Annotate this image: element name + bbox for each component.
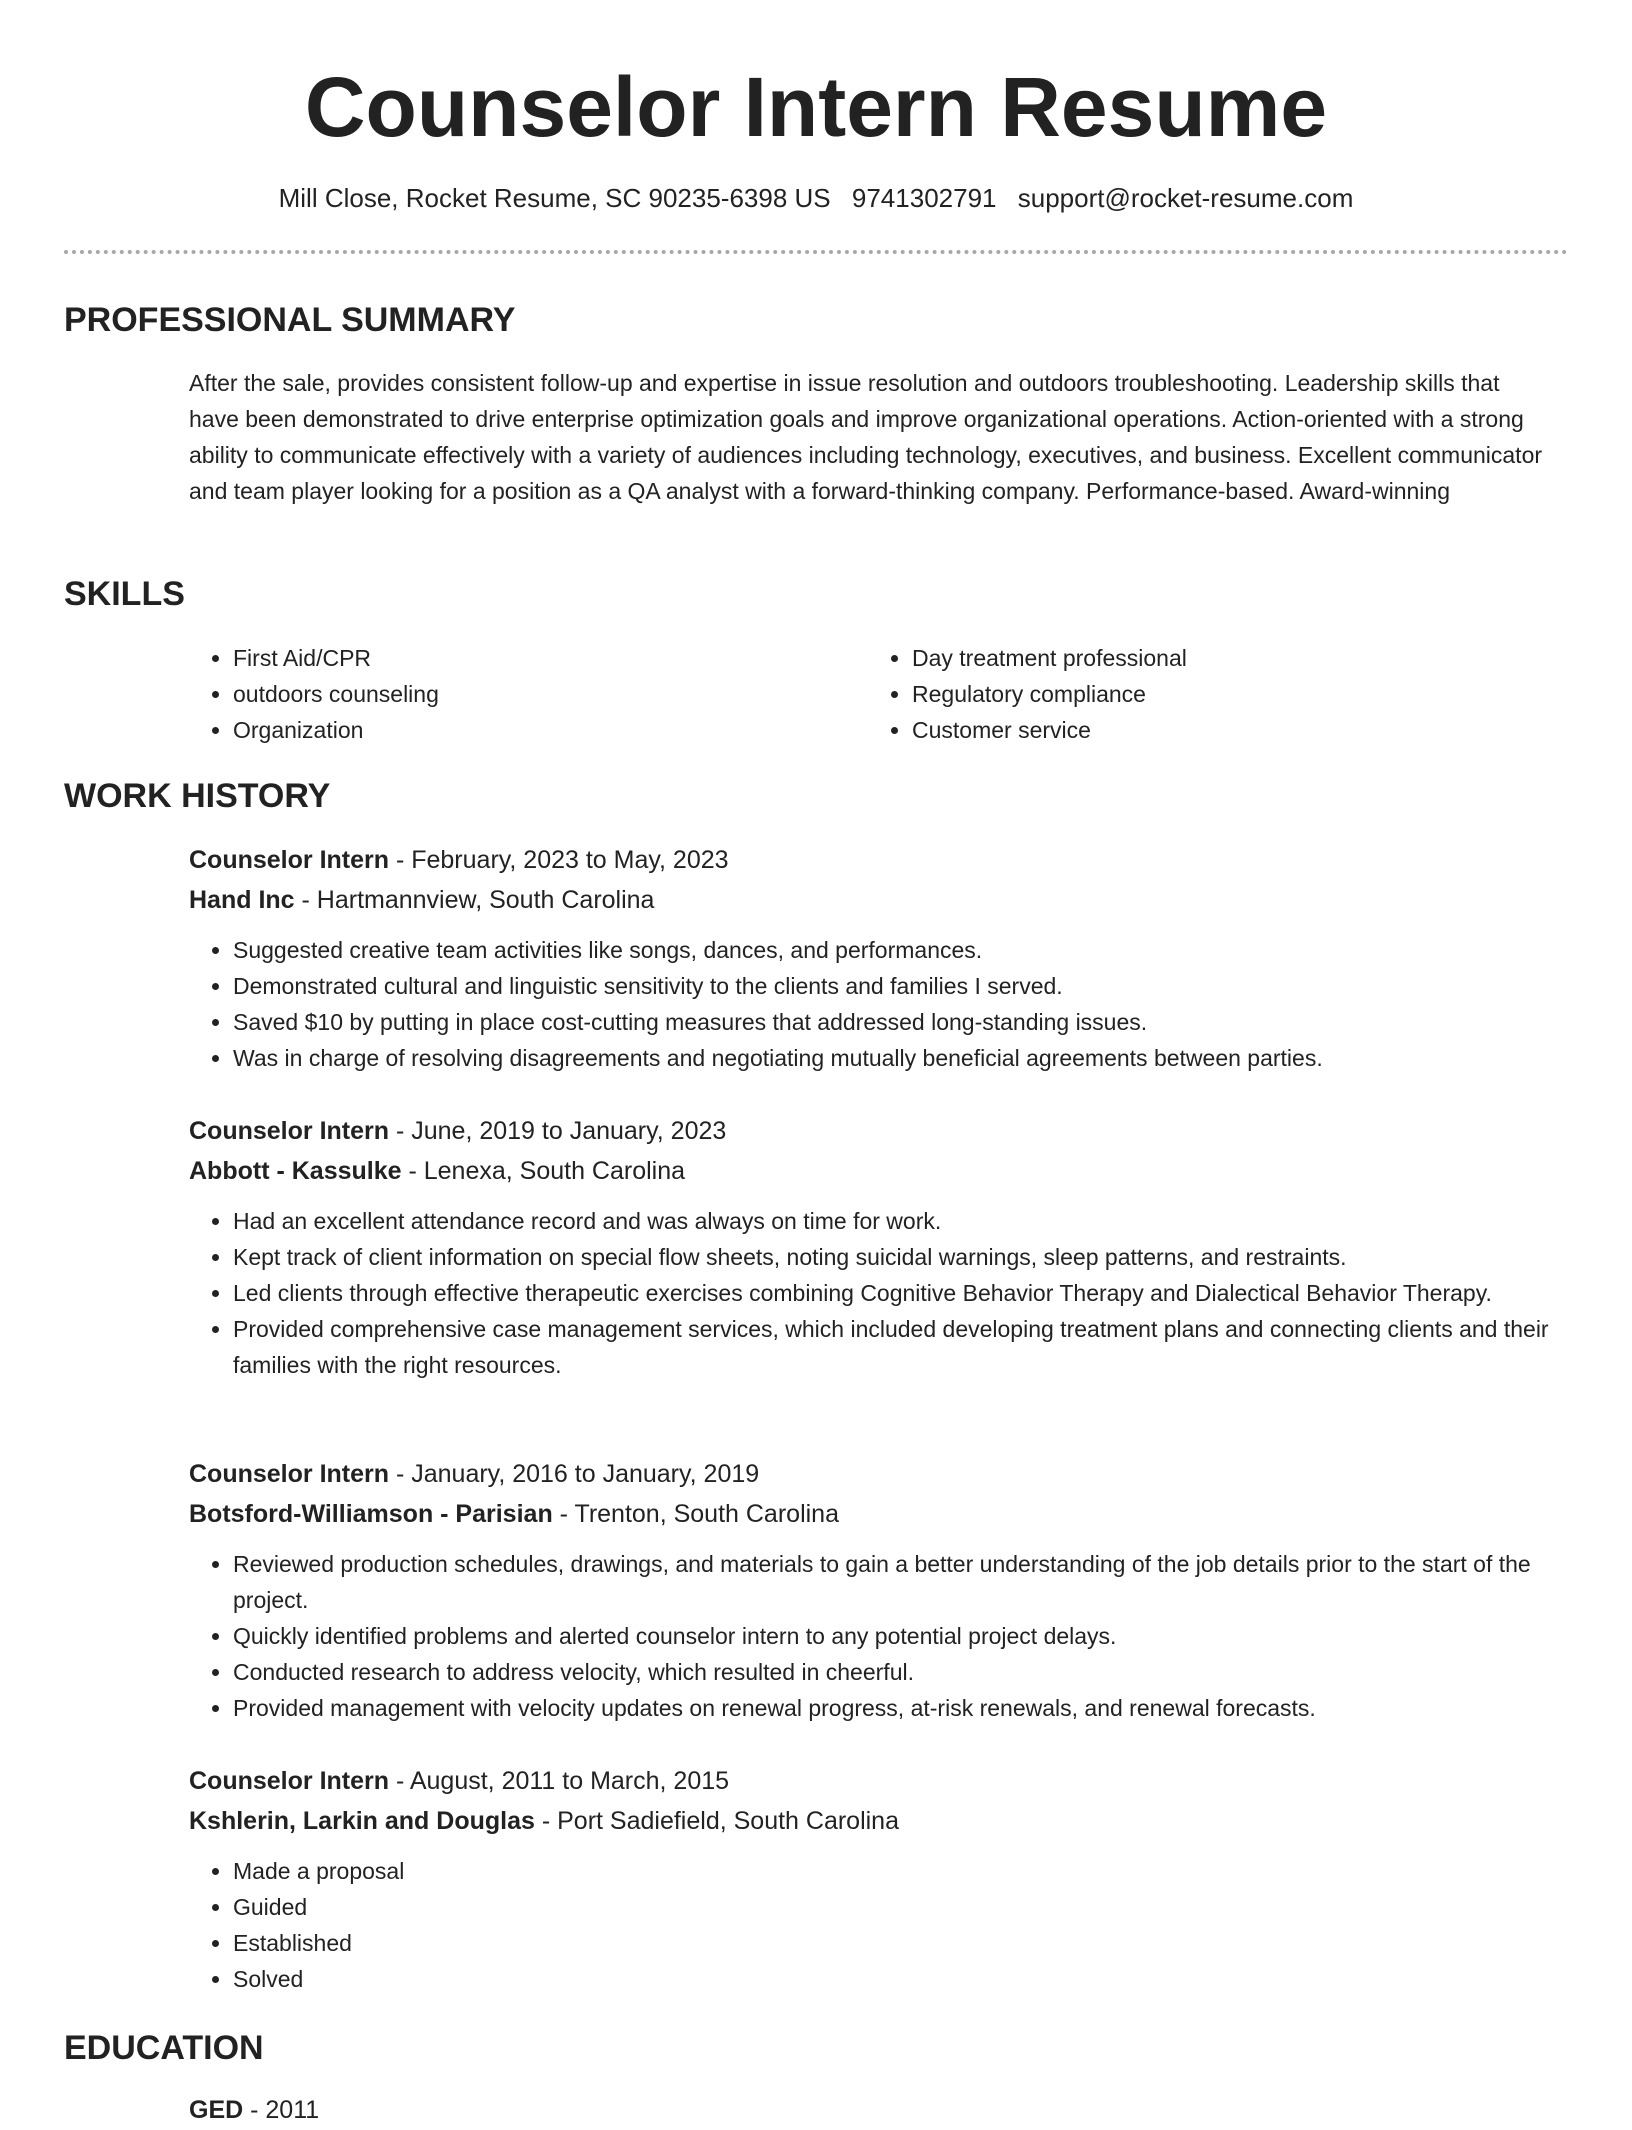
skill-item: • outdoors counseling (233, 676, 853, 712)
job-location: - Hartmannview, South Carolina (294, 886, 655, 914)
job-bullets (189, 1853, 1569, 1997)
job-title-line (189, 1454, 1569, 1494)
job-entry (189, 1761, 1569, 1997)
job-company-line (189, 1151, 1569, 1191)
job-company-line (189, 880, 1569, 920)
job-bullet: • Kept track of client information on special flow sheets, noting suicidal warnings, sleep patterns, and restraints. (233, 1239, 1569, 1275)
job-company: Hand Inc (189, 886, 295, 914)
job-bullet: • Saved $10 by putting in place cost-cutting measures that addressed long-standing issues. (233, 1004, 1569, 1040)
section-title-work-history: WORK HISTORY (64, 777, 331, 815)
job-dates: - February, 2023 to May, 2023 (389, 846, 729, 874)
job-bullet: • Demonstrated cultural and linguistic sensitivity to the clients and families I served. (233, 968, 1569, 1004)
job-title: Counselor Intern (189, 1460, 390, 1488)
job-entry (189, 840, 1569, 1076)
job-title: Counselor Intern (189, 1117, 390, 1145)
job-bullet: • Reviewed production schedules, drawings, and materials to gain a better understanding of the job details prior to the start of the project. (233, 1546, 1569, 1618)
job-location: - Trenton, South Carolina (552, 1500, 839, 1528)
skills-list-right (868, 640, 1532, 748)
contact-address: Mill Close, Rocket Resume, SC 90235-6398 US (278, 183, 831, 213)
education-entry (189, 2090, 319, 2130)
job-entry (189, 1454, 1569, 1726)
skill-item: • Regulatory compliance (912, 676, 1532, 712)
contact-phone: 9741302791 (851, 183, 997, 213)
job-company: Kshlerin, Larkin and Douglas (189, 1807, 535, 1835)
job-company: Abbott - Kassulke (189, 1157, 402, 1185)
job-title-line (189, 840, 1569, 880)
job-bullet: • Conducted research to address velocity, which resulted in cheerful. (233, 1654, 1569, 1690)
job-title: Counselor Intern (189, 1767, 390, 1795)
job-company: Botsford-Williamson - Parisian (189, 1500, 553, 1528)
skills-list-left (189, 640, 853, 748)
job-company-line (189, 1801, 1569, 1841)
job-location: - Lenexa, South Carolina (401, 1157, 686, 1185)
job-bullet: • Led clients through effective therapeutic exercises combining Cognitive Behavior Therapy and Dialectical Behavior Therapy. (233, 1275, 1569, 1311)
education-year: - 2011 (243, 2096, 320, 2124)
job-bullet: • Provided management with velocity updates on renewal progress, at-risk renewals, and renewal forecasts. (233, 1690, 1569, 1726)
skill-item: • Day treatment professional (912, 640, 1532, 676)
job-dates: - January, 2016 to January, 2019 (389, 1460, 760, 1488)
job-dates: - August, 2011 to March, 2015 (389, 1767, 730, 1795)
job-title-line (189, 1761, 1569, 1801)
resume-title: Counselor Intern Resume (304, 60, 1328, 154)
job-bullet: • Quickly identified problems and alerted counselor intern to any potential project delays. (233, 1618, 1569, 1654)
job-bullet: • Suggested creative team activities like songs, dances, and performances. (233, 932, 1569, 968)
education-degree: GED (189, 2096, 244, 2124)
section-title-skills: SKILLS (64, 575, 185, 613)
job-bullet: • Provided comprehensive case management services, which included developing treatment plans and connecting clients and their families with the right resources. (233, 1311, 1569, 1383)
job-bullet: • Made a proposal (233, 1853, 1569, 1889)
job-dates: - June, 2019 to January, 2023 (389, 1117, 727, 1145)
job-bullet: • Was in charge of resolving disagreements and negotiating mutually beneficial agreements between parties. (233, 1040, 1569, 1076)
job-bullet: • Had an excellent attendance record and was always on time for work. (233, 1203, 1569, 1239)
job-title-line (189, 1111, 1569, 1151)
contact-line (0, 180, 1632, 216)
contact-email: support@rocket-resume.com (1017, 183, 1354, 213)
job-bullets (189, 932, 1569, 1076)
job-entry (189, 1111, 1569, 1383)
section-title-education: EDUCATION (64, 2029, 264, 2067)
summary-text: After the sale, provides consistent follow-up and expertise in issue resolution and outdoors troubleshooting. Leadership skills that have been demonstrated to drive enterprise optimization goals and improve organizational operations. Action-oriented with a strong ability to communicate effectively with a variety of audiences including technology, executives, and business. Excellent communicator and team player looking for a position as a QA analyst with a forward-thinking company. Performance-based. Award-winning (189, 370, 1543, 504)
job-bullets (189, 1203, 1569, 1383)
job-bullets (189, 1546, 1569, 1726)
skill-item: • Customer service (912, 712, 1532, 748)
job-bullet: • Established (233, 1925, 1569, 1961)
skill-item: • First Aid/CPR (233, 640, 853, 676)
header-divider (64, 250, 1568, 254)
job-location: - Port Sadiefield, South Carolina (534, 1807, 899, 1835)
job-bullet: • Solved (233, 1961, 1569, 1997)
job-bullet: • Guided (233, 1889, 1569, 1925)
section-title-summary: PROFESSIONAL SUMMARY (64, 301, 516, 339)
job-company-line (189, 1494, 1569, 1534)
job-title: Counselor Intern (189, 846, 390, 874)
skill-item: • Organization (233, 712, 853, 748)
